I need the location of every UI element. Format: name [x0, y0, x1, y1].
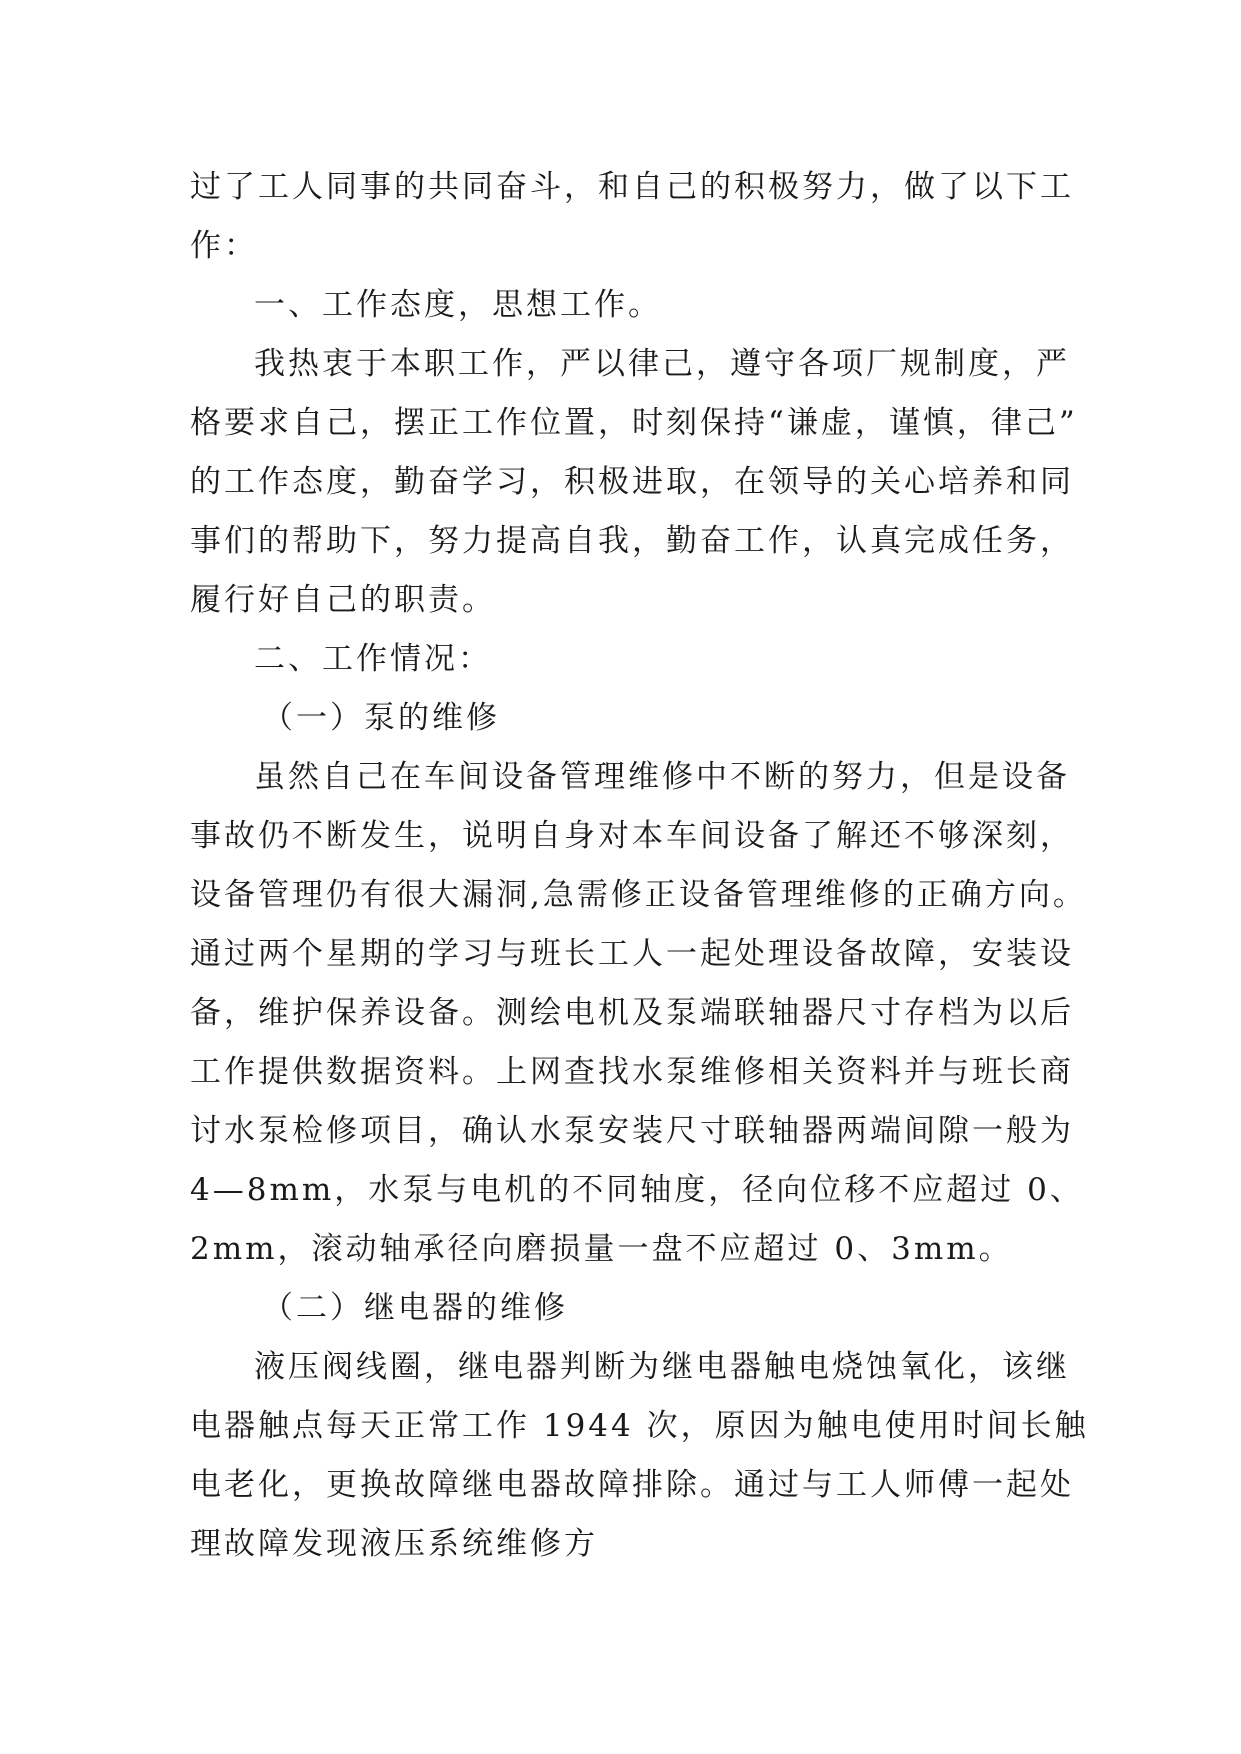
paragraph-line: 4—8mm，水泵与电机的不同轴度，径向位移不应超过 0、 — [190, 1172, 1084, 1208]
paragraph-line: 我热衷于本职工作，严以律己，遵守各项厂规制度，严 — [254, 346, 1070, 382]
paragraph-line: 备，维护保养设备。测绘电机及泵端联轴器尺寸存档为以后 — [190, 995, 1074, 1031]
paragraph-line: 工作提供数据资料。上网查找水泵维修相关资料并与班长商 — [190, 1054, 1074, 1090]
section-heading: 一、工作态度，思想工作。 — [254, 287, 662, 323]
subsection-heading: （一）泵的维修 — [262, 700, 500, 736]
paragraph-line: 理故障发现液压系统维修方 — [190, 1526, 598, 1562]
paragraph-line: 液压阀线圈，继电器判断为继电器触电烧蚀氧化，该继 — [254, 1349, 1070, 1385]
paragraph-line: 电器触点每天正常工作 1944 次，原因为触电使用时间长触 — [190, 1408, 1089, 1444]
paragraph-line: 设备管理仍有很大漏洞,急需修正设备管理维修的正确方向。 — [190, 877, 1087, 913]
subsection-heading: （二）继电器的维修 — [262, 1290, 568, 1326]
paragraph-line: 事故仍不断发生，说明自身对本车间设备了解还不够深刻， — [190, 818, 1074, 854]
paragraph-line: 过了工人同事的共同奋斗，和自己的积极努力，做了以下工 — [190, 169, 1074, 205]
paragraph-line: 2mm，滚动轴承径向磨损量一盘不应超过 0、3mm。 — [190, 1231, 1013, 1267]
paragraph-line: 履行好自己的职责。 — [190, 582, 496, 618]
paragraph-line: 事们的帮助下，努力提高自我，勤奋工作，认真完成任务， — [190, 523, 1074, 559]
paragraph-line: 虽然自己在车间设备管理维修中不断的努力，但是设备 — [254, 759, 1070, 795]
paragraph-line: 作： — [190, 228, 258, 264]
paragraph-line: 电老化，更换故障继电器故障排除。通过与工人师傅一起处 — [190, 1467, 1074, 1503]
paragraph-line: 通过两个星期的学习与班长工人一起处理设备故障，安装设 — [190, 936, 1074, 972]
document-body — [190, 158, 1089, 1574]
paragraph-line: 讨水泵检修项目，确认水泵安装尺寸联轴器两端间隙一般为 — [190, 1113, 1074, 1149]
paragraph-line: 格要求自己，摆正工作位置，时刻保持“谦虚，谨慎，律己” — [190, 405, 1078, 441]
paragraph-line: 的工作态度，勤奋学习，积极进取，在领导的关心培养和同 — [190, 464, 1074, 500]
section-heading: 二、工作情况： — [254, 641, 492, 677]
